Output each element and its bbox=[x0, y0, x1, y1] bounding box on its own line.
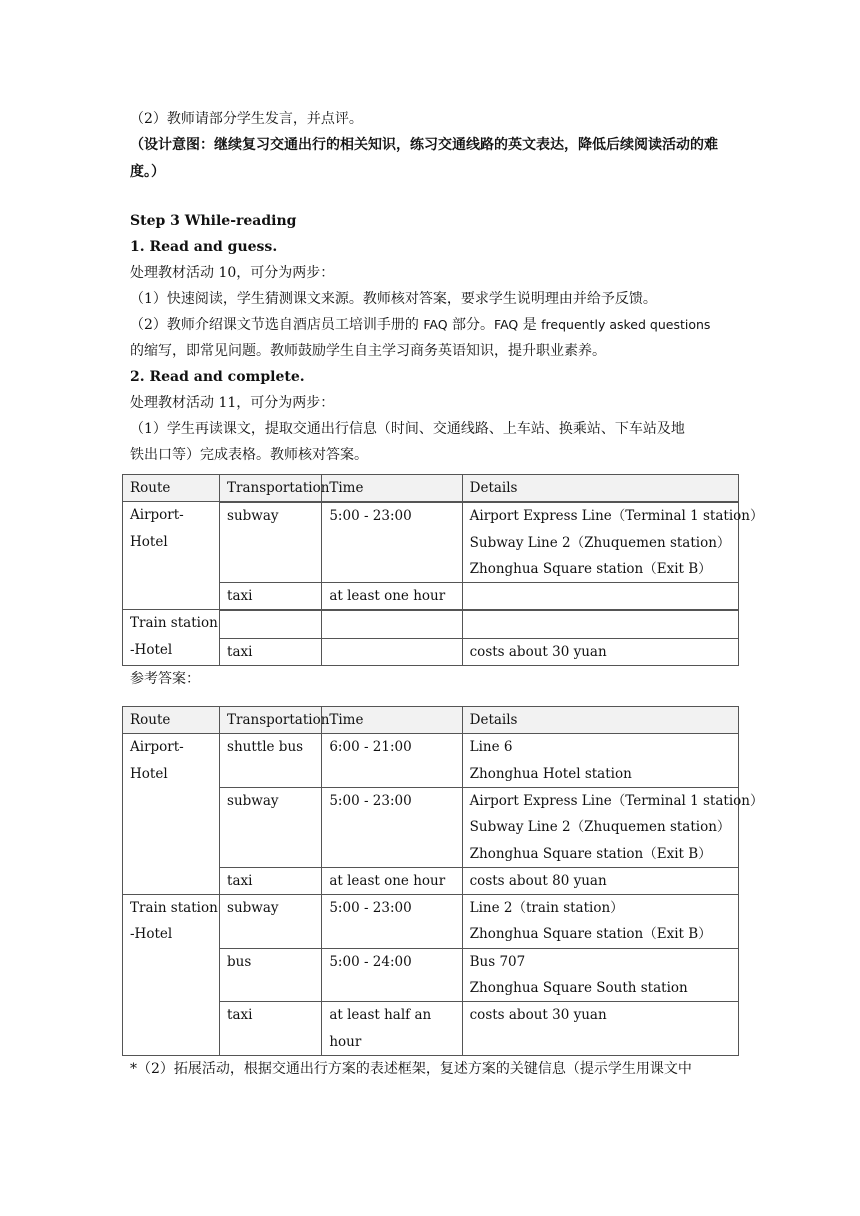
time-cell: at least one hour bbox=[322, 867, 462, 894]
details-line: Line 6 bbox=[469, 739, 513, 756]
transport-cell: bus bbox=[220, 948, 322, 1002]
route-cell bbox=[123, 895, 220, 1056]
details-cell bbox=[462, 787, 764, 867]
paragraph-activity-10: 处理教材活动 10，可分为两步： bbox=[130, 265, 335, 281]
paragraph-teacher-comment: （2）教师请部分学生发言，并点评。 bbox=[130, 111, 363, 127]
header-transportation: Transportation bbox=[220, 475, 322, 502]
route-line: Train station bbox=[130, 615, 218, 632]
time-cell: 5:00 - 23:00 bbox=[322, 503, 462, 583]
empty-cell bbox=[322, 611, 462, 638]
details-line: Zhonghua Hotel station bbox=[469, 765, 632, 782]
step3-heading: Step 3 While-reading bbox=[130, 213, 297, 229]
route-line: Train station bbox=[130, 900, 218, 917]
details-cell bbox=[462, 895, 738, 949]
details-line: Zhonghua Square station（Exit B） bbox=[469, 926, 712, 943]
details-line: Airport Express Line（Terminal 1 station） bbox=[469, 508, 764, 525]
details-line: Airport Express Line（Terminal 1 station） bbox=[469, 792, 764, 809]
header-route: Route bbox=[123, 475, 220, 502]
header-route: Route bbox=[123, 707, 220, 734]
transport-cell: taxi bbox=[220, 638, 322, 665]
faq-text-a: （2）教师介绍课文节选自酒店员工培训手册的 bbox=[130, 317, 424, 333]
time-cell: at least half an hour bbox=[322, 1002, 462, 1056]
details-line: Bus 707 bbox=[469, 953, 526, 970]
details-line: Line 2（train station） bbox=[469, 900, 624, 917]
route-cell: Airport-Hotel bbox=[123, 734, 220, 895]
transport-cell: taxi bbox=[220, 583, 322, 610]
time-cell: 5:00 - 23:00 bbox=[322, 787, 462, 867]
faq-text-f: frequently asked questions bbox=[541, 317, 711, 332]
header-transportation: Transportation bbox=[220, 707, 322, 734]
details-line: Subway Line 2（Zhuquemen station） bbox=[469, 534, 731, 551]
transport-cell: subway bbox=[220, 787, 322, 867]
time-cell: 5:00 - 24:00 bbox=[322, 948, 462, 1002]
paragraph-step-1-reread-cont: 铁出口等）完成表格。教师核对答案。 bbox=[130, 447, 368, 463]
details-line: Zhonghua Square station（Exit B） bbox=[469, 845, 712, 862]
table-row bbox=[123, 734, 739, 788]
details-cell bbox=[462, 734, 738, 788]
transport-cell: subway bbox=[220, 895, 322, 949]
transport-cell: shuttle bus bbox=[220, 734, 322, 788]
design-intent-note: （设计意图：继续复习交通出行的相关知识，练习交通线路的英文表达，降低后续阅读活动的难度。） bbox=[130, 137, 718, 180]
paragraph-step-1-reread: （1）学生再读课文，提取交通出行信息（时间、交通线路、上车站、换乘站、下车站及地 bbox=[130, 421, 685, 437]
route-cell: Airport-Hotel bbox=[123, 502, 220, 610]
transport-cell: taxi bbox=[220, 867, 322, 894]
time-cell: 5:00 - 23:00 bbox=[322, 895, 462, 949]
details-cell: costs about 80 yuan bbox=[462, 867, 738, 894]
transport-cell: taxi bbox=[220, 1002, 322, 1056]
header-details: Details bbox=[462, 475, 738, 502]
paragraph-extension-activity: *（2）拓展活动，根据交通出行方案的表述框架，复述方案的关键信息（提示学生用课文中 bbox=[130, 1060, 692, 1077]
route-cell bbox=[123, 610, 220, 666]
paragraph-step-1-guess: （1）快速阅读，学生猜测课文来源。教师核对答案，要求学生说明理由并给予反馈。 bbox=[130, 291, 657, 307]
document-page bbox=[130, 106, 764, 1082]
faq-text-e: 是 bbox=[518, 317, 542, 333]
route-line: -Hotel bbox=[130, 641, 173, 658]
paragraph-faq-explain: 的缩写，即常见问题。教师鼓励学生自主学习商务英语知识，提升职业素养。 bbox=[130, 343, 606, 359]
header-details: Details bbox=[462, 707, 738, 734]
table-row bbox=[123, 895, 739, 949]
empty-cell bbox=[322, 638, 462, 665]
faq-text-b: FAQ bbox=[423, 317, 448, 332]
transport-cell: subway bbox=[220, 503, 322, 583]
spacer bbox=[130, 186, 740, 208]
empty-cell bbox=[462, 611, 738, 638]
faq-text-d: FAQ bbox=[494, 317, 519, 332]
details-cell: costs about 30 yuan bbox=[462, 1002, 738, 1056]
time-cell: at least one hour bbox=[322, 583, 462, 610]
header-time: Time bbox=[322, 707, 462, 734]
paragraph-activity-11: 处理教材活动 11，可分为两步： bbox=[130, 395, 335, 411]
details-cell bbox=[462, 503, 764, 583]
details-line: Zhonghua Square station（Exit B） bbox=[469, 560, 712, 577]
answer-table bbox=[122, 706, 764, 1056]
reference-answer-label: 参考答案： bbox=[130, 671, 200, 688]
route-line: -Hotel bbox=[130, 926, 173, 943]
time-cell: 6:00 - 21:00 bbox=[322, 734, 462, 788]
paragraph-faq-intro bbox=[130, 312, 740, 338]
table-header-row bbox=[123, 707, 739, 734]
item-read-and-complete: 2. Read and complete. bbox=[130, 369, 305, 385]
details-line: Zhonghua Square South station bbox=[469, 980, 688, 997]
details-line: Subway Line 2（Zhuquemen station） bbox=[469, 819, 731, 836]
header-time: Time bbox=[322, 475, 462, 502]
details-cell bbox=[462, 948, 738, 1002]
faq-text-c: 部分。 bbox=[447, 317, 495, 333]
empty-cell bbox=[220, 611, 322, 638]
empty-cell bbox=[462, 583, 738, 610]
table-header-row bbox=[123, 475, 739, 502]
details-cell: costs about 30 yuan bbox=[462, 638, 738, 665]
exercise-table bbox=[122, 474, 764, 666]
item-read-and-guess: 1. Read and guess. bbox=[130, 239, 278, 255]
